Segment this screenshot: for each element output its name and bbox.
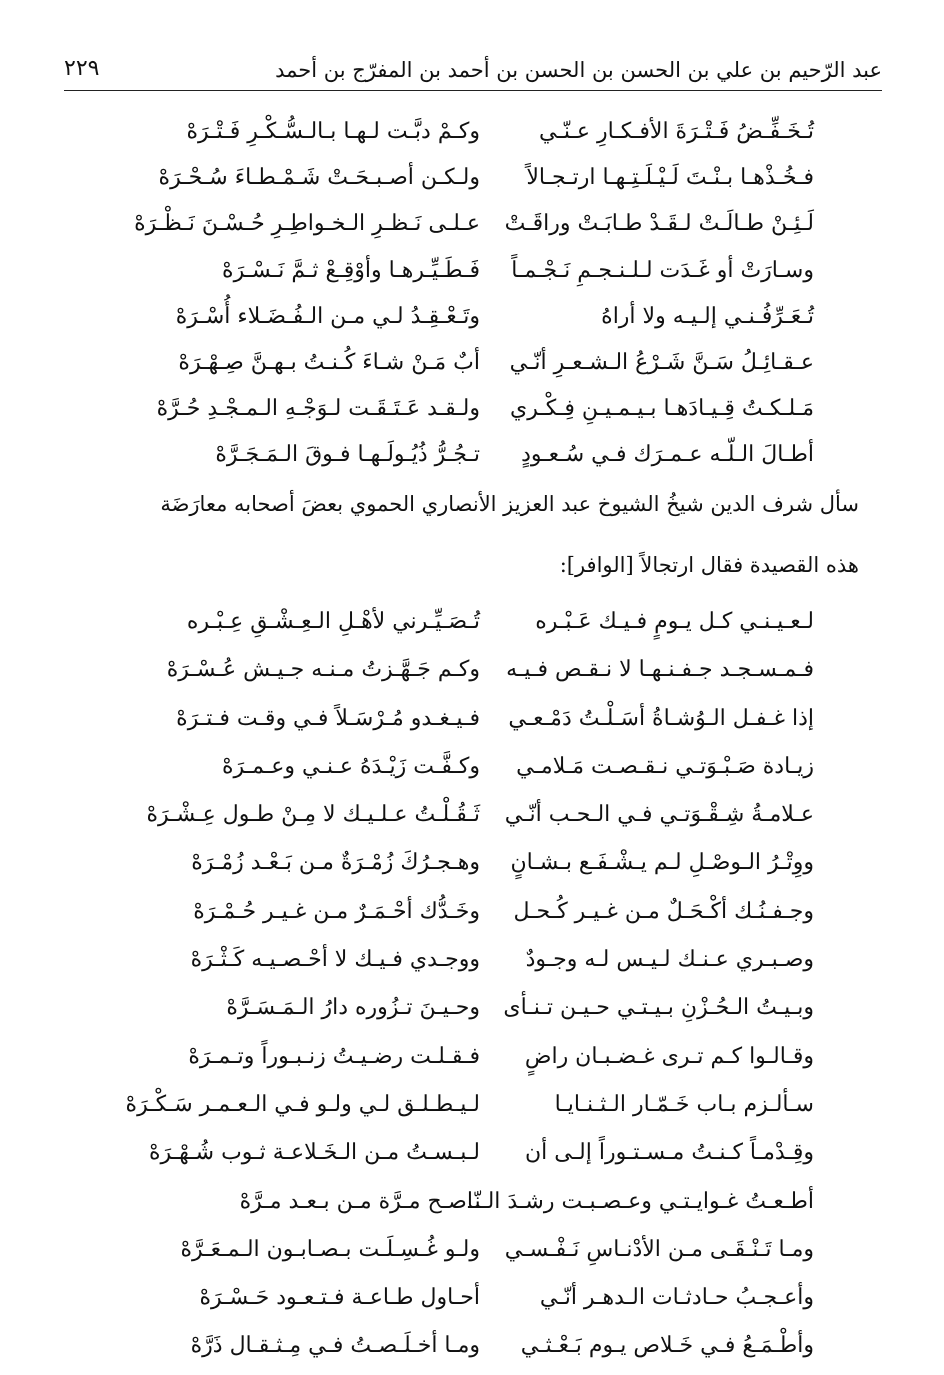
verse-second-hemistich: أبٌ مَـنْ شـاءَ كُـنـتُ بـهـنَّ صِـهْـرَهْ	[178, 349, 480, 375]
verse-line	[100, 602, 844, 650]
verse-second-hemistich: فـقـلـت رضـيـتُ زنـبـوراً وتـمـرَهْ	[188, 1043, 480, 1069]
verse-first-hemistich: ووِتْـرُ الـوصْـلِ لـم يـشْـفَـع بـشـانٍ	[510, 850, 814, 876]
verse-line	[100, 343, 844, 389]
verse-first-hemistich: وسـارَتْ أو غَـدَت لـلـنـجـمِ نَـجْـمـاً	[511, 257, 814, 283]
verse-line	[100, 650, 844, 698]
verse-first-hemistich: وبـيـتُ الـحُـزْنِ بـيـتـي حـيـن تـنـأى	[503, 995, 814, 1021]
verse-second-hemistich: عـلـى نَـظـرِ الـخـواطِـرِ حُـسْـنَ نَـظْـرَهْ	[134, 211, 480, 237]
verse-line	[100, 1133, 844, 1181]
verse-second-hemistich: وهـجـرُكَ زُمْـرَةٌ مـن بَـعْـد زُمْـرَهْ	[191, 850, 480, 876]
verse-line	[100, 204, 844, 250]
verse-line	[100, 297, 844, 343]
verse-second-hemistich: ولـقـد عَـتَـقَـت لـوَجْـهِ الـمـجْـدِ حُـرَّهْ	[156, 396, 480, 422]
poem-block-1	[100, 112, 844, 482]
verse-first-hemistich: وجـفـنُـك أكْـحَـلٌ مـن غـيـر كُـحـل	[513, 898, 814, 924]
verse-first-hemistich: إذا غـفـل الـوُشـاةُ أسَـلْـتُ دَمْـعـي	[508, 705, 814, 731]
verse-line	[100, 843, 844, 891]
running-header	[64, 50, 882, 91]
verse-line	[100, 795, 844, 843]
verse-line	[100, 699, 844, 747]
verse-first-hemistich: وقِـدْمـاً كـنـتُ مـسـتـوراً إلـى أن	[525, 1140, 814, 1166]
verse-second-hemistich: ومـا أخـلَـصـتُ فـي مِـثـقـال ذَرَّهْ	[190, 1333, 480, 1359]
verse-second-hemistich: وخَـدُّك أحْـمَـرٌ مـن غـيـر حُـمْـرَهْ	[193, 898, 480, 924]
verse-second-hemistich: ووجـدي فـيـك لا أحْـصـيـه كَـثْـرَهْ	[190, 947, 480, 973]
prose-line-2: هذه القصيدة فقال ارتجالاً [الوافر]:	[559, 553, 859, 577]
verse-first-hemistich: تُـعَـرِّفُـنـي إلـيـه ولا أراهُ	[601, 303, 814, 329]
page-number: ٢٢٩	[64, 56, 100, 81]
verse-second-hemistich: أحـاول طـاعـة فـتـعـود حَـسْـرَهْ	[199, 1285, 480, 1311]
verse-line	[100, 940, 844, 988]
prose-line-1: سأل شرف الدين شيخُ الشيوخ عبد العزيز الأنصاري الحموي بعضَ أصحابه معارَضَة	[160, 492, 859, 516]
verse-first-hemistich: سـألـزم بـاب خَـمّـار الـثـنـايـا	[554, 1091, 814, 1117]
verse-line	[100, 988, 844, 1036]
verse-second-hemistich: ـاصـح مـرَّة مـن بـعـد مـرَّهْ	[239, 1188, 480, 1214]
verse-first-hemistich: أطـعـتُ غـوايـتـي وعـصـبـت رشـدَ الـنّـ	[468, 1188, 814, 1214]
verse-first-hemistich: فـمـسـجـد جـفـنـهـا لا نـقـص فـيـه	[506, 657, 814, 683]
verse-first-hemistich: وصـبـري عـنـك لـيـس لـه وجـودٌ	[525, 947, 814, 973]
verse-first-hemistich: فـخُـذْهـا بـنْـتَ لَـيْـلَـتِـهـا ارتـجـالاً	[526, 165, 814, 191]
verse-first-hemistich: لَـئِـنْ طـالَـتْ لـقَـدْ طـابَـتْ وراقَـتْ	[504, 211, 814, 237]
verse-line	[100, 892, 844, 940]
verse-first-hemistich: عـلامـةُ شِـقْـوَتـي فـي الـحـب أنّـي	[504, 802, 814, 828]
verse-line	[100, 1326, 844, 1374]
verse-first-hemistich: وقـالـوا كـم تـرى غـضـبـان راضٍ	[524, 1043, 814, 1069]
verse-line	[100, 158, 844, 204]
verse-second-hemistich: لـبـسـتُ مـن الـخَـلاعـة ثـوب شُـهْـرَهْ	[148, 1140, 480, 1166]
verse-line	[100, 1037, 844, 1085]
verse-first-hemistich: أطـالَ الـلّـه عـمـرَك فـي سُـعـودٍ	[521, 442, 814, 468]
verse-first-hemistich: زيـادة صَـبْـوَتـي نـقـصـت مَـلامـي	[516, 753, 814, 779]
verse-first-hemistich: وأطْـمَـعُ فـي خَـلاص يـوم بَـعْـثـي	[520, 1333, 814, 1359]
verse-second-hemistich: لـيـطـلـق لـي ولـو فـي الـعـمـر سَـكْـرَهْ	[125, 1091, 480, 1117]
verse-second-hemistich: فـيـغـدو مُـرْسَـلاً فـي وقـت فـتـرَهْ	[176, 705, 480, 731]
verse-first-hemistich: وأعـجـبُ حـادثـات الـدهـر أنّـي	[539, 1285, 814, 1311]
verse-second-hemistich: وكـم جَـهَّـزتُ مـنـه جـيـش عُـسْـرَهْ	[166, 657, 480, 683]
verse-line	[100, 1278, 844, 1326]
verse-first-hemistich: لـعـيـنـي كـل يـومٍ فـيـك عَـبْـره	[535, 609, 814, 634]
verse-second-hemistich: وكـفَّـت زَيْـدَهُ عـنـي وعـمـرَهْ	[222, 753, 480, 779]
verse-line	[100, 435, 844, 481]
verse-second-hemistich: ولـو غُـسِـلَـت بـصـابـون الـمـعَـرَّهْ	[180, 1236, 480, 1262]
verse-line	[100, 112, 844, 158]
verse-second-hemistich: ولـكـن أصـبـحَـتْ شَـمْـطـاءَ سُـحْـرَهْ	[158, 165, 480, 191]
verse-second-hemistich: ثَـقُـلْـتُ عـلـيـك لا مِـنْ طـول عِـشْـرَهْ	[146, 802, 480, 828]
poem-block-2	[100, 602, 844, 1375]
verse-line	[100, 1230, 844, 1278]
verse-line	[100, 1085, 844, 1133]
verse-second-hemistich: فَـطَـيِّـرهـا وأوْقِـعْ ثـمَّ نَـسْـرَهْ	[222, 257, 480, 283]
verse-first-hemistich: تُـخَـفِّـضُ فَـتْـرَةَ الأفـكـارِ عـنّـي	[539, 119, 814, 144]
verse-second-hemistich: تـجُـرُّ ذُيُـولَـهـا فـوقَ الـمَـجَـرَّهْ	[215, 442, 480, 468]
verse-second-hemistich: وكـمْ دبَّـت لـهـا بـالـسُّـكْـرِ فَـتْـرَهْ	[186, 119, 480, 144]
verse-line	[100, 389, 844, 435]
verse-first-hemistich: ومـا تَـنْـقَـى مـن الأدْنـاسِ نَـفْـسـي	[504, 1236, 814, 1262]
verse-second-hemistich: تُـصَـيِّـرني لأهْـلِ الـعِـشْـقِ عِـبْـره	[186, 609, 480, 634]
verse-line	[100, 1182, 844, 1230]
header-title: عبد الرّحيم بن علي بن الحسن بن الحسن بن أحمد بن المفرّج بن أحمد	[275, 58, 882, 82]
verse-line	[100, 747, 844, 795]
verse-first-hemistich: عـقـائِـلُ سَـنَّ شَـرْعُ الـشـعـرِ أنّـي	[509, 349, 814, 375]
verse-line	[100, 251, 844, 297]
verse-first-hemistich: مَـلـكـتُ قِـيـادَهـا بـيـمـيـنِ فِـكْـري	[510, 396, 814, 422]
verse-second-hemistich: وتَـعْـقِـدُ لـي مـن الـفُـضَـلاء أُسْـرَهْ	[175, 303, 480, 329]
verse-second-hemistich: وحـيـنَ تـزُوره دارُ الـمَـسَـرَّهْ	[226, 995, 480, 1021]
